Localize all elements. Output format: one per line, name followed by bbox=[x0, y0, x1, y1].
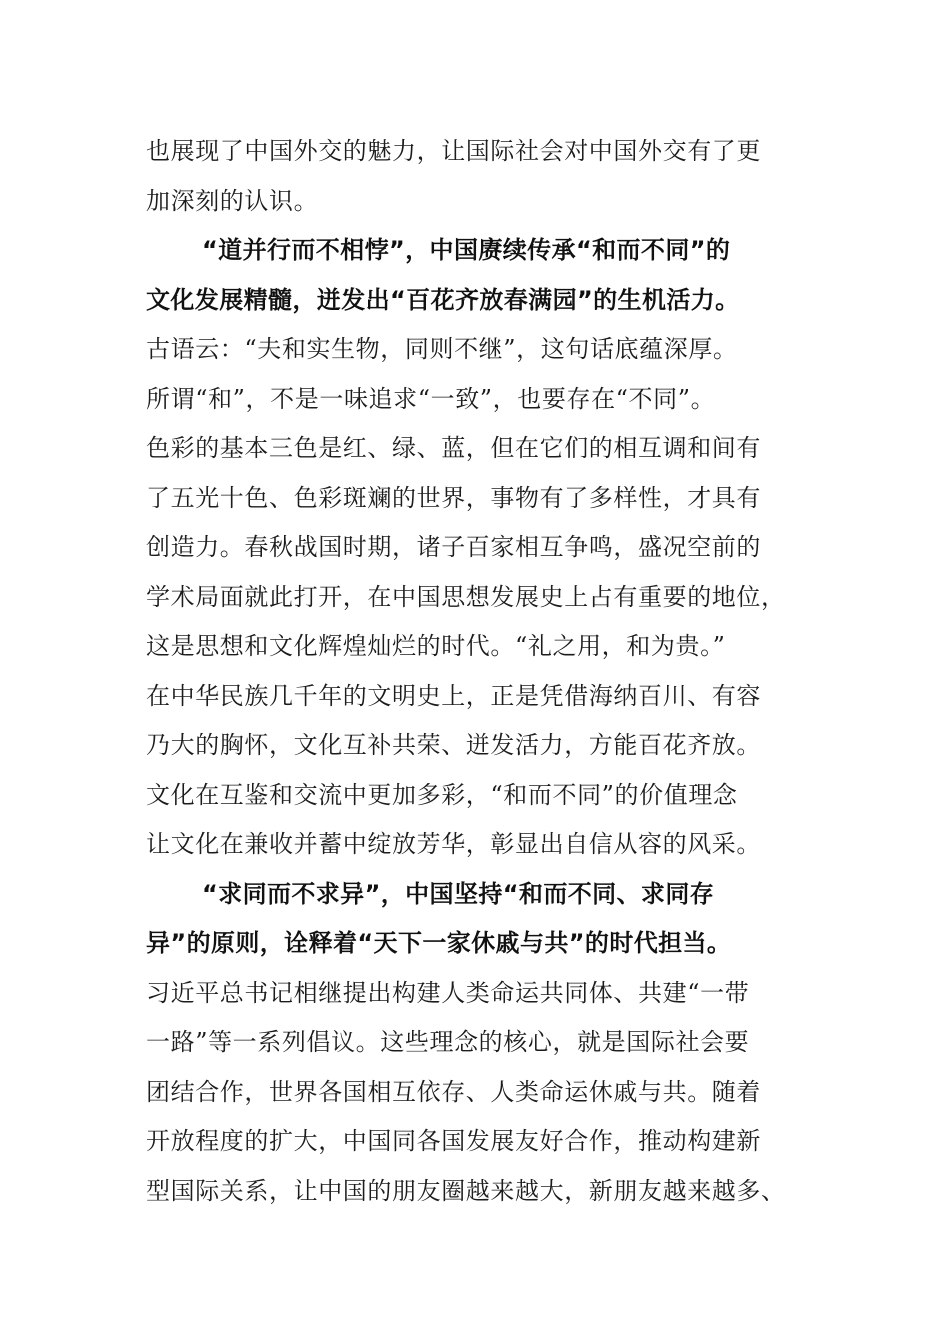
paragraph-3 bbox=[146, 870, 806, 1217]
paragraph-line: 团结合作，世界各国相互依存、人类命运休戚与共。随着 bbox=[146, 1077, 761, 1106]
paragraph-line: 习近平总书记相继提出构建人类命运共同体、共建“一带 bbox=[146, 978, 750, 1007]
paragraph-heading-line: “求同而不求异”，中国坚持“和而不同、求同存 bbox=[202, 879, 715, 908]
paragraph-2 bbox=[146, 226, 806, 870]
paragraph-line: 古语云：“夫和实生物，同则不继”，这句话底蕴深厚。 bbox=[146, 335, 738, 363]
paragraph-line: 也展现了中国外交的魅力，让国际社会对中国外交有了更 bbox=[146, 137, 761, 165]
paragraph-heading-line: 异”的原则，诠释着“天下一家休戚与共”的时代担当。 bbox=[146, 929, 732, 957]
paragraph-line: 开放程度的扩大，中国同各国发展友好合作，推动构建新 bbox=[146, 1127, 761, 1155]
paragraph-line: 型国际关系，让中国的朋友圈越来越大，新朋友越来越多、 bbox=[146, 1176, 786, 1205]
paragraph-line: 加深刻的认识。 bbox=[146, 186, 319, 215]
paragraph-line: 一路”等一系列倡议。这些理念的核心，就是国际社会要 bbox=[146, 1028, 750, 1056]
paragraph-line: 文化在互鉴和交流中更加多彩，“和而不同”的价值理念 bbox=[146, 780, 738, 809]
paragraph-heading-line: “道并行而不相悖”，中国赓续传承“和而不同”的 bbox=[202, 236, 731, 264]
paragraph-line: 色彩的基本三色是红、绿、蓝，但在它们的相互调和间有 bbox=[146, 434, 761, 462]
paragraph-line: 在中华民族几千年的文明史上，正是凭借海纳百川、有容 bbox=[146, 681, 761, 710]
paragraph-heading-line: 文化发展精髓，迸发出“百花齐放春满园”的生机活力。 bbox=[146, 285, 740, 314]
paragraph-line: 创造力。春秋战国时期，诸子百家相互争鸣，盛况空前的 bbox=[146, 533, 761, 561]
paragraph-line: 让文化在兼收并蓄中绽放芳华，彰显出自信从容的风采。 bbox=[146, 830, 761, 858]
paragraph-line: 所谓“和”，不是一味追求“一致”，也要存在“不同”。 bbox=[146, 384, 716, 413]
paragraph-line: 了五光十色、色彩斑斓的世界，事物有了多样性，才具有 bbox=[146, 483, 761, 512]
paragraph-line: 乃大的胸怀，文化互补共荣、迸发活力，方能百花齐放。 bbox=[146, 731, 761, 759]
document-body bbox=[146, 127, 806, 1216]
paragraph-line: 学术局面就此打开，在中国思想发展史上占有重要的地位， bbox=[146, 582, 786, 611]
paragraph-line: 这是思想和文化辉煌灿烂的时代。“礼之用，和为贵。” bbox=[146, 632, 726, 660]
paragraph-1 bbox=[146, 127, 806, 226]
